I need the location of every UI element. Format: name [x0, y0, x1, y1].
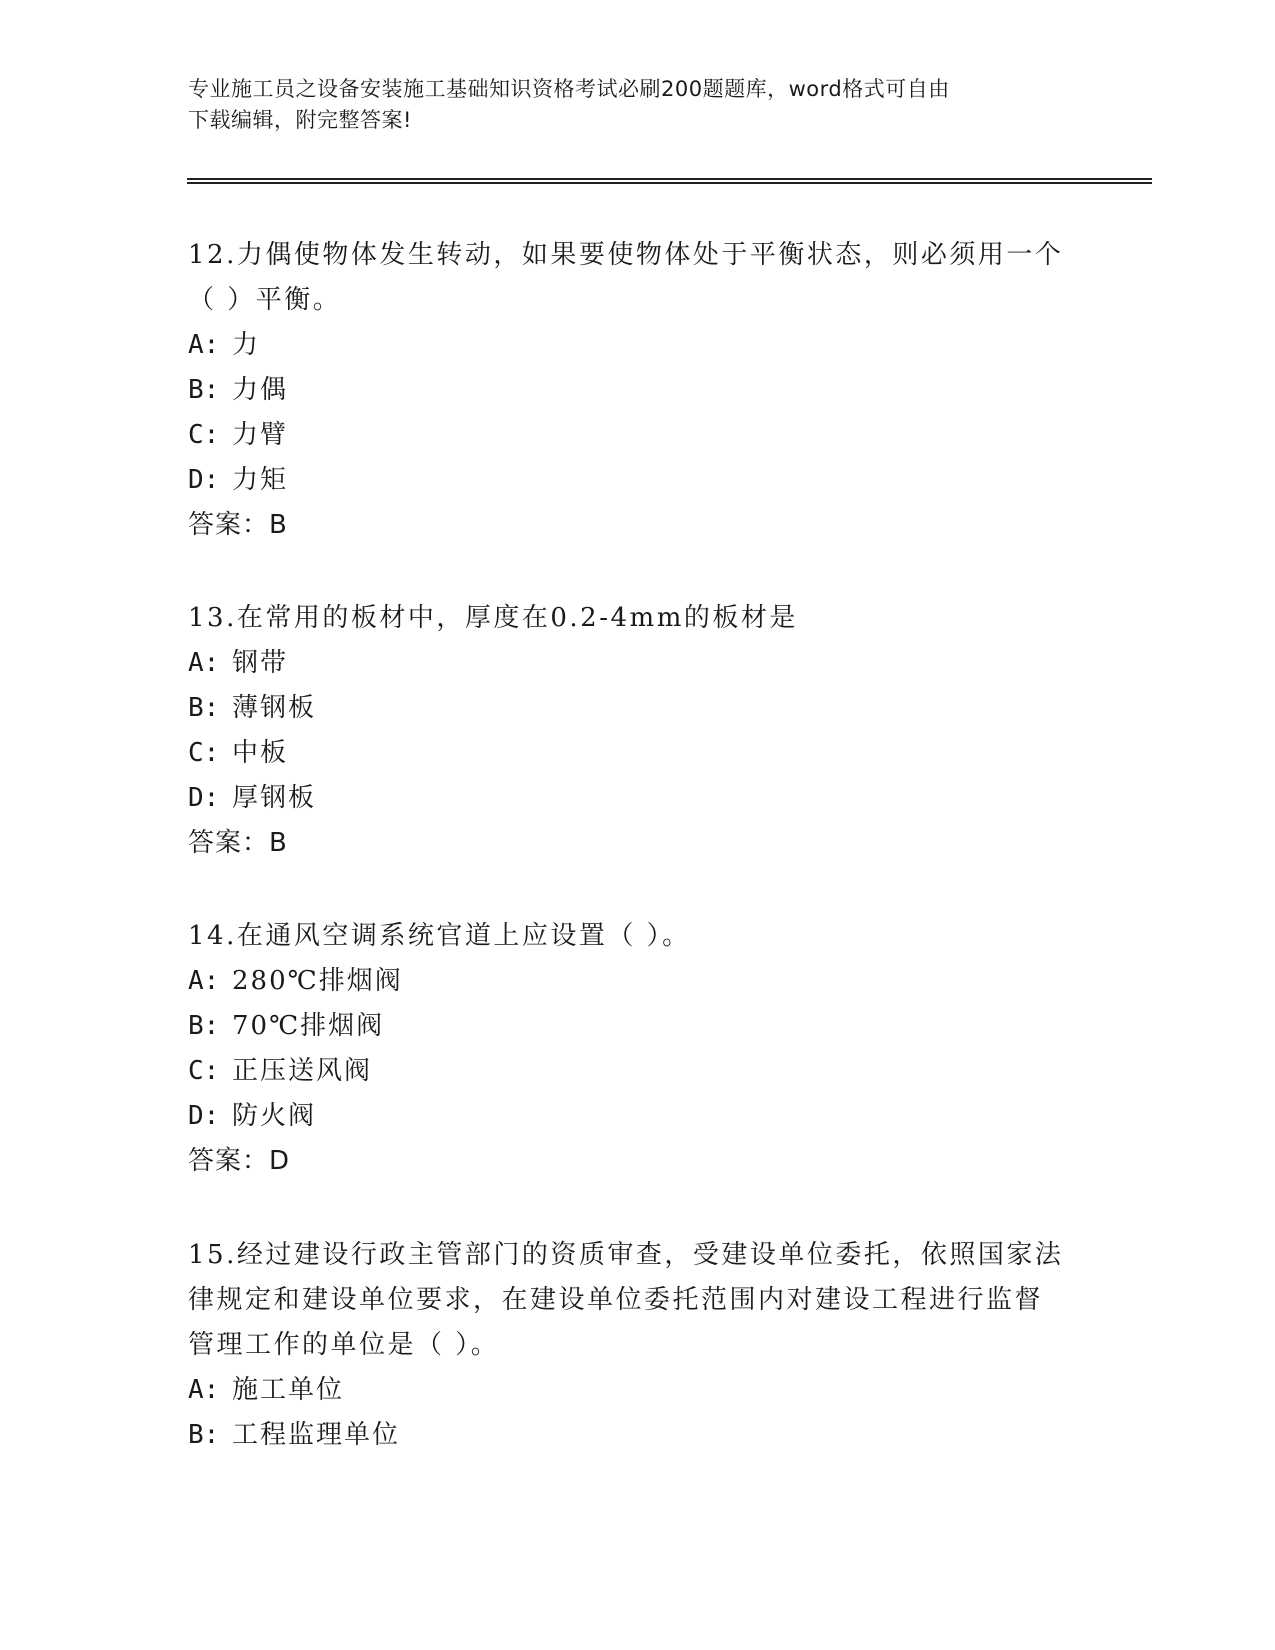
option-text: 力臂	[232, 420, 289, 450]
option-c	[188, 1049, 1078, 1094]
option-text: 防火阀	[232, 1101, 317, 1131]
option-letter: B:	[188, 1011, 220, 1041]
option-a	[188, 641, 1078, 686]
header-divider-top	[187, 178, 1152, 180]
option-letter: C:	[188, 420, 220, 450]
option-text: 正压送风阀	[232, 1056, 373, 1086]
question-stem	[188, 596, 1078, 641]
question-stem	[188, 233, 1078, 278]
option-letter: D:	[188, 465, 220, 495]
option-text: 70℃排烟阀	[232, 1011, 385, 1041]
option-b	[188, 686, 1078, 731]
option-letter: B:	[188, 1420, 220, 1450]
option-c	[188, 731, 1078, 776]
option-letter: B:	[188, 693, 220, 723]
answer-line: 答案：D	[188, 1146, 291, 1176]
question-text-line-1: 经过建设行政主管部门的资质审查，受建设单位委托，依照国家法	[236, 1240, 1064, 1270]
answer-line: 答案：B	[188, 828, 288, 858]
option-letter: C:	[188, 1056, 220, 1086]
header-title-line-2: 下载编辑，附完整答案!	[188, 108, 412, 132]
option-b	[188, 1413, 1078, 1458]
question-text-line-3: 管理工作的单位是（ ）。	[188, 1330, 500, 1360]
question-13	[188, 596, 1078, 866]
header-divider-bottom	[187, 182, 1152, 184]
option-letter: D:	[188, 1101, 220, 1131]
question-text-line-2: 律规定和建设单位要求，在建设单位委托范围内对建设工程进行监督	[188, 1285, 1044, 1315]
question-stem	[188, 914, 1078, 959]
question-14	[188, 914, 1078, 1184]
option-d	[188, 1094, 1078, 1139]
option-letter: A:	[188, 648, 220, 678]
option-b	[188, 368, 1078, 413]
option-text: 厚钢板	[232, 783, 317, 813]
document-header	[188, 74, 1078, 136]
answer-line: 答案：B	[188, 510, 288, 540]
question-text-line-1: 力偶使物体发生转动，如果要使物体处于平衡状态，则必须用一个	[236, 240, 1064, 270]
option-letter: A:	[188, 966, 220, 996]
option-c	[188, 413, 1078, 458]
option-d	[188, 458, 1078, 503]
option-letter: D:	[188, 783, 220, 813]
option-text: 280℃排烟阀	[232, 966, 403, 996]
option-a	[188, 959, 1078, 1004]
option-text: 力偶	[232, 375, 289, 405]
option-text: 力	[232, 330, 261, 360]
header-title-line-1: 专业施工员之设备安装施工基础知识资格考试必刷200题题库，word格式可自由	[188, 77, 950, 101]
option-text: 薄钢板	[232, 693, 317, 723]
option-letter: A:	[188, 330, 220, 360]
question-number: 14.	[188, 921, 237, 951]
option-a	[188, 323, 1078, 368]
question-number: 13.	[188, 603, 237, 633]
option-letter: C:	[188, 738, 220, 768]
question-text-line-2: （ ）平衡。	[188, 285, 342, 315]
question-12	[188, 233, 1078, 548]
question-stem	[188, 1233, 1078, 1278]
question-number: 15.	[188, 1240, 237, 1270]
option-d	[188, 776, 1078, 821]
question-15	[188, 1233, 1078, 1458]
option-text: 钢带	[232, 648, 289, 678]
option-text: 中板	[232, 738, 289, 768]
option-text: 工程监理单位	[232, 1420, 401, 1450]
question-text-line-1: 在常用的板材中，厚度在0.2-4mm的板材是	[236, 603, 798, 633]
option-text: 力矩	[232, 465, 289, 495]
question-text-line-1: 在通风空调系统官道上应设置（ ）。	[236, 921, 691, 951]
option-b	[188, 1004, 1078, 1049]
question-number: 12.	[188, 240, 237, 270]
option-letter: A:	[188, 1375, 220, 1405]
option-letter: B:	[188, 375, 220, 405]
option-a	[188, 1368, 1078, 1413]
option-text: 施工单位	[232, 1375, 345, 1405]
